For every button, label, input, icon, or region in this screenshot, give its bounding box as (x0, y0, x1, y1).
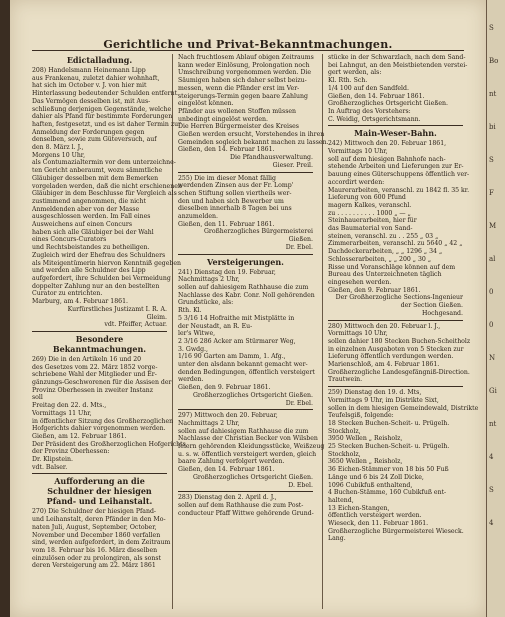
notice-signature: der Section Gießen. (400, 302, 463, 310)
notice-line: sollen auf dahiesigem Rathhause die zum (178, 427, 309, 435)
notice-line: Maurerarbeiten, veranschl. zu 1842 fl. 35 kr. (328, 186, 470, 194)
notice-line: In Auftrag des Vorstehers: (328, 107, 411, 115)
notice-line: Nachmittags 2 Uhr, (178, 419, 240, 427)
notice-line: sollen in dem hiesigen Gemeindewald, Distrikte (328, 404, 479, 412)
notice-line: schen Stiftung sollen viertheils wer- (178, 189, 292, 197)
notice-line: Dachdeckerarbeiten, „ „ 1296 „ 34 „ (328, 248, 443, 256)
notice-line: Stockholz, (328, 427, 361, 435)
notice-line: Das Vermögen desselben ist, mit Aus- (32, 97, 151, 105)
notice-signature: Dr. Ebel. (285, 399, 313, 407)
notice-line: Gießen, den 9. Februar 1861. (328, 286, 421, 294)
notice-line: Provinz Oberhessen in zweiter Instanz (32, 386, 154, 394)
notice-signature: Der Großherzogliche Sections-Ingenieur (335, 294, 463, 302)
notice-line: Schlosserarbeiten, „ „ 200 „ 30 „ (328, 255, 432, 263)
notice-line: Gießen, den 14. Februar 1861. (178, 466, 275, 474)
notice-line: Rth. Kl. (178, 307, 202, 315)
notice-signature: Hochgesand. (422, 309, 463, 317)
section-rule (178, 172, 313, 173)
notice-line: steinen, veranschl. zu . . 255 „ 03 „ (328, 232, 439, 240)
next-page-fragment: 4 (489, 453, 494, 461)
column-2 (178, 54, 329, 609)
notice-line: 3650 Wellen „ Reisholz, (328, 458, 403, 466)
notice-line: steigerungs-Termin gegen baare Zahlung (178, 92, 308, 100)
notice-line: eingelöst können. (178, 100, 234, 108)
notice-line: zustimmend angenommen, die nicht (32, 197, 146, 205)
notice-line: soll (32, 394, 43, 402)
notice-line: dieselben innerhalb 8 Tagen bei uns (178, 205, 292, 213)
notice-line: und Leihanstalt, deren Pfänder in den Mo- (32, 516, 166, 524)
notice-line: dahier als Pfand für bestimmte Forderungen (32, 113, 173, 121)
notice-line: C. Weidig, Ortsgerichtsmann. (328, 115, 421, 123)
section-rule (32, 473, 167, 474)
next-page-fragment: al (489, 255, 496, 263)
notice-line: Gießen, den 14. Februar 1861. (328, 92, 425, 100)
notice-line: unbedingt eingelöst werden. (178, 115, 269, 123)
notice-signature: Gleim. (146, 313, 167, 321)
notice-line: 242) Mittwoch den 20. Februar 1861, (328, 140, 447, 148)
next-page-fragment: 4 (489, 519, 494, 527)
notice-line: 18 Stecken Buchen-Scheit- u. Prügelh. (328, 419, 450, 427)
section-rule (328, 125, 463, 126)
next-page-fragment: nt (489, 90, 497, 98)
notice-line: bauung eines Güterschuppens öffentlich ver- (328, 171, 470, 179)
notice-line: 3950 Wellen „ Reisholz, (328, 435, 403, 443)
notice-signature: vdt. Pfeiffer, Actuar. (104, 321, 167, 329)
notice-signature: D. Ebel. (288, 481, 313, 489)
notice-line: magern Kalkes, veranschl. (328, 201, 412, 209)
notice-line: baare Zahlung verfolgert werden. (178, 458, 285, 466)
next-page-fragment: S (489, 24, 494, 32)
section-rule (32, 331, 167, 332)
notice-line: doppelter Zahlung nur an den bestellten (32, 282, 160, 290)
next-page-fragment: bi (489, 123, 496, 131)
notice-line: Gießen, den 9. Februar 1861. (178, 384, 271, 392)
next-page-fragment: Gi (489, 387, 497, 395)
section-rule (178, 254, 313, 255)
notice-line: haben sich alle Gläubiger bei der Wahl (32, 228, 154, 236)
column-1 (32, 54, 186, 609)
next-page-fragment: nt (489, 420, 497, 428)
notice-line: schriebene Wahl der Mitglieder und Er- (32, 371, 157, 379)
notice-line: vom 18. Februar bis 16. März dieselben (32, 546, 158, 554)
notice-line: Vormittags 11 Uhr, (32, 409, 92, 417)
notice-line: Wieseck, den 11. Februar 1861. (328, 520, 429, 528)
notice-line: Nachlasse des Kabr. Conr. Noll gehörenden (178, 291, 315, 299)
notice-signature: Kurfürstliches Justizamt I. R. A. (67, 305, 167, 313)
notice-line: 208) Handelsmann Heinemann Lipp (32, 67, 146, 74)
notice-line: Die Herren Bürgermeister des Kreises (178, 123, 299, 131)
notice-line: Curator zu entrichten. (32, 290, 103, 298)
notice-line: Nach fruchtlosem Ablauf obigen Zeitraums (178, 54, 314, 61)
notice-line: anzumelden. (178, 213, 219, 221)
notice-line: Gießen werden ersucht, Vorstehendes in ihren (178, 131, 325, 139)
section-title: Besondere Bekanntmachungen. (52, 333, 147, 354)
notice-line: Vormittags 9 Uhr, im Distrikte Sixt, (328, 396, 439, 404)
notice-line: Trautwein. (328, 376, 363, 384)
notice-date: Marburg, am 4. Februar 1861. (32, 298, 129, 306)
notice-line: das Baumaterial von Sand- (328, 225, 413, 233)
notice-line: unter den alsdann bekannt gemacht wer- (178, 361, 308, 369)
notice-line: Pfänder aus wollenen Stoffen müssen (178, 107, 297, 115)
notice-line: vorgeladen werden, daß die nicht erschienenen (32, 182, 182, 190)
column-separator-1 (172, 54, 173, 609)
notice-line: Gläubiger desselben mit dem Bemerken (32, 174, 159, 182)
notice-line: Gläubiger in dem Beschlusse für Vergleich als (32, 190, 177, 198)
notice-line: stehende Arbeiten und Lieferungen zur Er- (328, 163, 464, 171)
notice-line: 283) Dienstag den 2. April d. J., (178, 494, 277, 502)
column-3 (328, 54, 479, 609)
notice-signature: Großherzogliches Bürgermeisterei (203, 228, 313, 236)
notice-line: 25 Stecken Buchen-Scheit- u. Prügelh. (328, 443, 450, 451)
notice-line: 5 3/16 14 Hofraithe mit Mistplätte in (178, 314, 295, 322)
notice-line: Lieferung von 600 Pfund (328, 194, 406, 202)
next-page-fragment: 0 (489, 288, 494, 296)
notice-line: Teufelsgiß, folgende: (328, 412, 394, 420)
section-title: Edictalladung. (66, 55, 133, 65)
notice-line: conducteur Pfaff Wittwe gehörende Grund- (178, 509, 314, 517)
next-page-fragment: 0 (489, 321, 494, 329)
notice-line: Hinterlassung bedeutender Schulden entfernt. (32, 90, 180, 98)
notice-line: 1096 Cubikfuß enthaltend, (328, 481, 413, 489)
notice-line: bei Lahngut, an den Meistbietenden verstei- (328, 61, 468, 69)
notice-line: sollen auf dem Rathhause die zum Post- (178, 501, 304, 509)
notice-line: ausgeschlossen werden. Im Fall eines (32, 213, 151, 221)
notice-signature: Gießen. (288, 236, 313, 244)
notice-line: Morgens 10 Uhr, (32, 151, 86, 159)
notice-line: feiern gehörenden Kleidungsstücke, Weißzeug (178, 443, 325, 451)
next-page-fragment: Bo (489, 57, 499, 65)
notice-line: Zugleich wird der Ehefrau des Schuldners (32, 251, 166, 259)
notice-line: hat sich im October v. J. von hier mit (32, 82, 147, 90)
section-rule (178, 409, 313, 410)
next-page-fragment: S (489, 486, 494, 494)
notice-line: vdt. Balser. (32, 463, 68, 471)
notice-line: Bureau des Unterzeichneten täglich (328, 271, 442, 279)
notice-line: Anmeldung der Forderungen gegen (32, 128, 145, 136)
notice-line: Nachlasse der Christian Becker von Wilsben (178, 435, 318, 443)
notice-line: 1/16 90 Garten am Damm, 1. Afg., (178, 353, 286, 361)
notice-line: 3. Gwdg., (178, 345, 208, 353)
section-rule (178, 491, 313, 492)
notice-line: haften, festgesetzt, und es ist daher Termin zur (32, 120, 182, 128)
notice-line: Vormittags 10 Uhr, (328, 330, 388, 338)
notice-line: Anmeldenden aber von der Masse (32, 205, 140, 213)
notice-line: 269) Die in den Artikeln 16 und 20 (32, 355, 142, 363)
notice-line: Ausweichens auf einen Concurs (32, 221, 133, 229)
notice-line: Stockholz, (328, 450, 361, 458)
notice-signature: Dr. Ebel. (285, 243, 313, 251)
notice-line: werden. (178, 376, 204, 384)
section-title: Versteigerungen. (207, 256, 284, 267)
notice-line: werdenden Zinsen aus der Fr. Lomp' (178, 182, 294, 190)
notice-line: in öffentlicher Sitzung des Großherzoglichen (32, 417, 174, 425)
notice-line: Zimmerarbeiten, veranschl. zu 5640 „ 42 „ (328, 240, 463, 248)
notice-line: Hofgerichts dahier vorgenommen werden. (32, 425, 166, 433)
notice-line: Lieferung öffentlich verdungen werden. (328, 353, 454, 361)
next-page-fragment: F (489, 189, 494, 197)
notice-line: naten Juli, August, September, October, (32, 523, 157, 531)
notice-line: Länge und 6 bis 24 Zoll Dicke, (328, 473, 424, 481)
section-title: Main-Weser-Bahn. (354, 128, 437, 139)
notice-line: eingesehen werden. (328, 278, 392, 286)
notice-date: Gießen, den 11. Februar 1861. (178, 220, 275, 228)
notice-line: messen, wenn die Pfänder erst im Ver- (178, 84, 300, 92)
notice-line: haltend, (328, 496, 354, 504)
notice-line: öffentlich versteigert werden. (328, 512, 422, 520)
notice-line: denden Bedingungen, öffentlich versteigert (178, 368, 315, 376)
notice-line: Der Präsident des Großherzoglichen Hofgerichts (32, 440, 186, 448)
notice-line: 259) Dienstag den 19. d. Mts, (328, 389, 422, 397)
notice-line: aus Frankenau, zuletzt dahier wohnhaft, (32, 74, 160, 82)
notice-line: Vormittags 10 Uhr, (328, 148, 388, 156)
notice-line: November und December 1860 verfallen (32, 531, 161, 539)
notice-line: der Neustadt, an R. Eu- (178, 322, 253, 330)
next-page-edge (486, 0, 505, 617)
notice-line: sollen auf dahiesigem Rathhause die zum (178, 283, 309, 291)
section-rule (328, 320, 463, 321)
notice-line: Grundstücke, als: (178, 299, 234, 307)
header-rule (32, 50, 464, 51)
notice-line: 280) Mittwoch den 20. Februar l. J., (328, 322, 441, 330)
notice-line: Risse und Voranschläge können auf dem (328, 263, 456, 271)
notice-line: der Provinz Oberhessen: (32, 448, 110, 456)
notice-line: als Miteigentümerin hiervon Kenntniß gegeben (32, 259, 181, 267)
notice-line: kann weder Einlösung, Prolongation noch (178, 61, 310, 69)
notice-line: Steinhauerarbeiten, hier für (328, 217, 417, 225)
next-page-fragment: N (489, 354, 496, 362)
notice-line: u. s. w. öffentlich versteigert werden, gleich (178, 450, 317, 458)
notice-line: gert werden, als: (328, 69, 382, 77)
notice-signature: Großherzogliches Ortsgericht Gießen. (192, 473, 313, 481)
notice-line: stücke in der Schwarzlach, nach dem Sand- (328, 54, 466, 61)
notice-line: Großherzogliches Ortsgericht Gießen. (328, 100, 449, 108)
notice-line: sind, werden aufgefordert, in dem Zeitraum (32, 539, 171, 547)
notice-line: Gießen, den 14. Februar 1861. (178, 146, 275, 154)
section-rule (328, 386, 463, 387)
notice-line: des Gesetzes vom 22. März 1852 vorge- (32, 363, 158, 371)
notice-line: Freitag den 22. d. Mts., (32, 402, 107, 410)
notice-line: eines Concurs-Curators (32, 236, 107, 244)
notice-signature: Großherzogliches Ortsgericht Gießen. (192, 391, 313, 399)
notice-line: ler's Witwe, (178, 330, 216, 338)
notice-line: zu . . . . . . . . . . 1000 „ — „ (328, 209, 411, 217)
page-header-title: Gerichtliche und Privat-Bekanntmachungen. (103, 38, 393, 51)
notice-line: Gemeinden sogleich bekannt machen zu lassen. (178, 138, 329, 146)
notice-line: und Rechtsbeistandes zu betheiligen. (32, 244, 150, 252)
notice-line: den 8. März l. J., (32, 144, 84, 152)
notice-line: deren Versteigerung am 22. März 1861 (32, 562, 156, 570)
notice-line: aufgefordert, ihre Schulden bei Vermeidung (32, 274, 171, 282)
notice-line: einzulösen oder zu prolongiren, als sonst (32, 554, 162, 562)
notice-line: 241) Dienstag den 19. Februar, (178, 268, 276, 276)
notice-line: accordirt werden: (328, 178, 385, 186)
notice-line: Großherzogliche Landesgefängniß-Direction. (328, 368, 470, 376)
notice-line: Dr. Klipstein. (32, 456, 73, 464)
notice-line: 36 Eichen-Stämmer von 18 bis 50 Fuß (328, 466, 449, 474)
notice-line: Umschreibung vorgenommen werden. Die (178, 69, 312, 77)
next-page-fragment: M (489, 222, 497, 230)
notice-signature: Die Pfandhausverwaltung. (230, 154, 313, 162)
notice-line: 297) Mittwoch den 20. Februar, (178, 412, 278, 420)
notice-line: Marienschloß, am 4. Februar 1861. (328, 361, 440, 369)
notice-line: Gießen, am 12. Februar 1861. (32, 432, 127, 440)
notice-line: schließung derjenigen Gegenstände, welche (32, 105, 172, 113)
notice-line: Kl. Rth. Sch. (328, 77, 368, 85)
notice-line: 255) Die im dieser Monat fällig (178, 174, 276, 182)
notice-signature: Gieser. Preil. (272, 161, 313, 169)
notice-line: als Contumazialtermin vor dem unterzeichne- (32, 159, 176, 167)
notice-line: 270) Die Schuldner der hiesigen Pfand- (32, 508, 157, 516)
notice-line: Großherzogliche Bürgermeisterei Wieseck. (328, 527, 464, 535)
notice-line: sollen dahier 180 Stecken Buchen-Scheitholz (328, 337, 471, 345)
next-page-fragment: S (489, 156, 494, 164)
notice-line: 4 Buchen-Stämme, 160 Cubikfuß ent- (328, 489, 447, 497)
notice-line: Säumigen haben sich daher selbst beizu- (178, 77, 307, 85)
notice-line: und werden alle Schuldner des Lipp (32, 267, 146, 275)
notice-line: Nachmittags 2 Uhr, (178, 276, 240, 284)
notice-line: den und haben sich Bewerber um (178, 197, 284, 205)
notice-line: ten Gericht anberaumt, wozu sämmtliche (32, 167, 163, 175)
notice-line: Lang. (328, 535, 346, 543)
section-title: Aufforderung an die Schuldner der hiesigen Pfand- und Leihanstalt. (46, 476, 153, 507)
notice-line: gänzungs-Geschworenen für die Assisen der (32, 379, 172, 387)
notice-line: 2 3/16 286 Acker am Stürmarer Weg, (178, 337, 296, 345)
newspaper-page (10, 0, 486, 617)
notice-line: denselben, sowie zum Güteversuch, auf (32, 136, 157, 144)
notice-line: 13 Eichen-Stangen, (328, 504, 390, 512)
notice-line: 1/4 100 auf den Sandfeld. (328, 84, 409, 92)
notice-line: in einzelnen Ausgaboten von 5 Stecken zur (328, 345, 464, 353)
notice-line: soll auf dem hiesigen Bahnhofe nach- (328, 155, 446, 163)
